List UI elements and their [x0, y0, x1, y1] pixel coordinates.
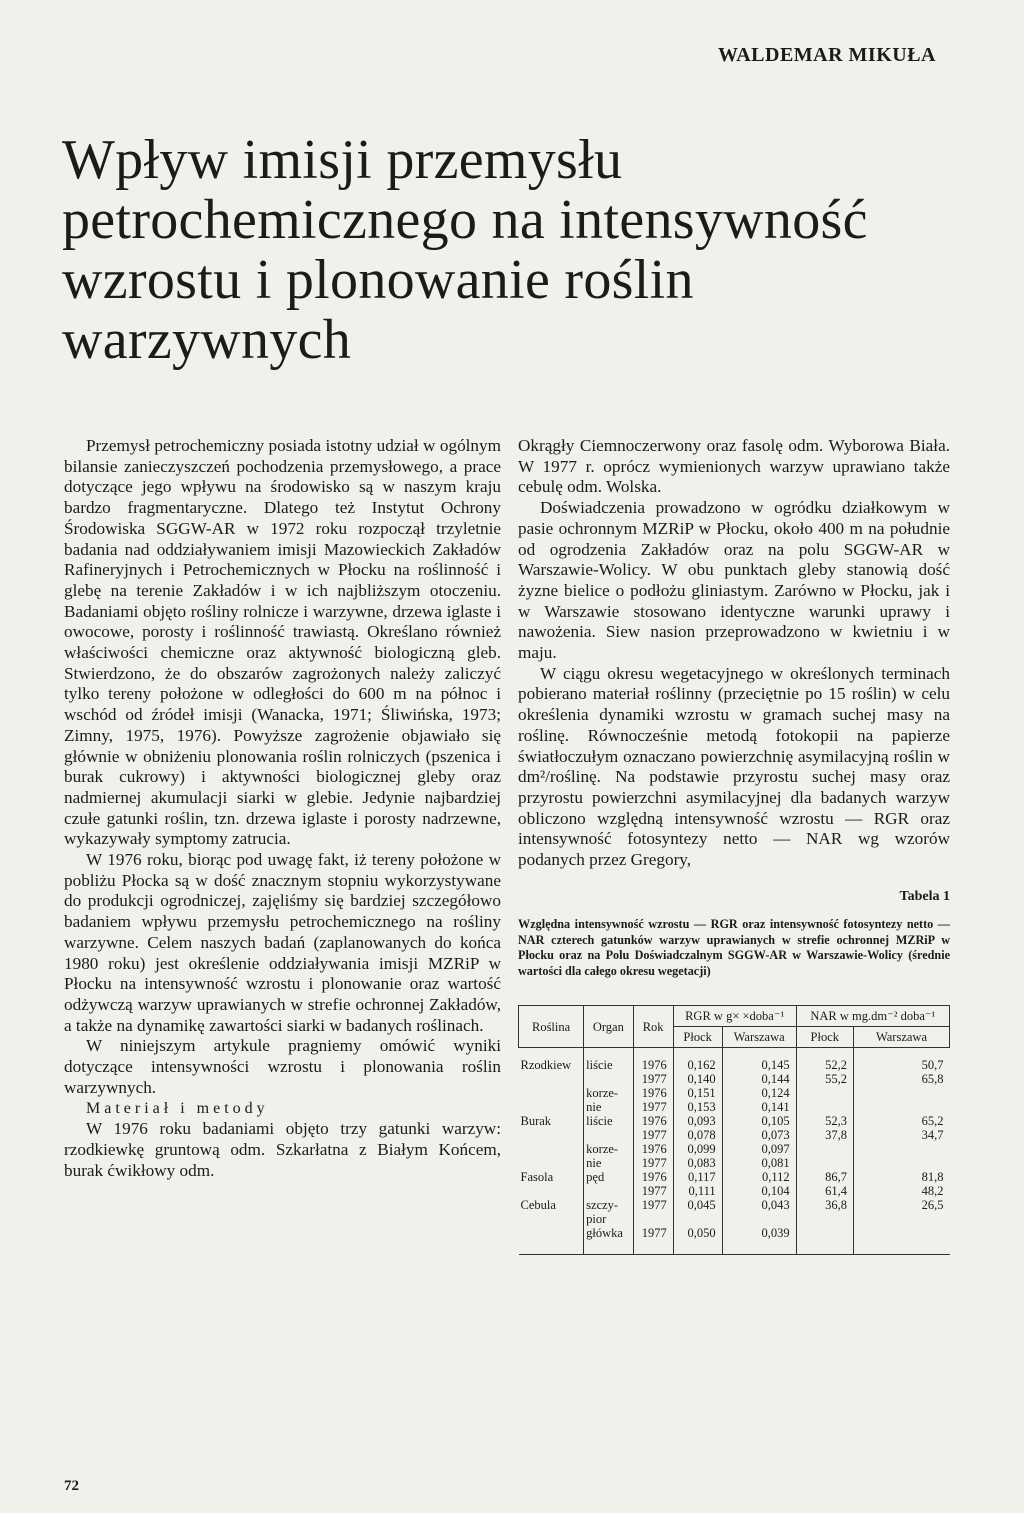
table-cell-rgr-w: 0,112	[722, 1170, 796, 1184]
table-cell-nar-p: 55,2	[796, 1072, 853, 1086]
paragraph: Okrągły Ciemnoczerwony oraz fasolę odm. Wyborowa Biała. W 1977 r. oprócz wymienionych warzyw uprawiano także cebulę odm. Wolska.	[518, 436, 950, 497]
table-row	[519, 1114, 950, 1128]
table-cell-organ	[584, 1128, 633, 1142]
table-row	[519, 1100, 950, 1114]
page-number: 72	[64, 1478, 79, 1494]
table-cell-organ: liście	[584, 1114, 633, 1128]
table-cell-rgr-w: 0,081	[722, 1156, 796, 1170]
header-nar-plock: Płock	[796, 1027, 853, 1048]
table-cell-nar-w	[853, 1212, 949, 1226]
right-column	[518, 436, 950, 1255]
header-nar-warszawa: Warszawa	[853, 1027, 949, 1048]
header-organ: Organ	[584, 1006, 633, 1048]
table-cell-nar-w: 34,7	[853, 1128, 949, 1142]
table-cell-rgr-w: 0,105	[722, 1114, 796, 1128]
header-rgr-plock: Płock	[673, 1027, 722, 1048]
table-cell-plant	[519, 1086, 584, 1100]
section-heading: Materiał i metody	[86, 1099, 269, 1117]
table-cell-year: 1976	[633, 1142, 673, 1156]
table-cell-year	[633, 1212, 673, 1226]
table-cell-year: 1977	[633, 1128, 673, 1142]
table-cell-rgr-p: 0,151	[673, 1086, 722, 1100]
table-cell-nar-p: 52,3	[796, 1114, 853, 1128]
table-cell-year: 1976	[633, 1086, 673, 1100]
table-cell-nar-p	[796, 1156, 853, 1170]
table-cell-year: 1977	[633, 1226, 673, 1240]
table-cell-organ	[584, 1072, 633, 1086]
author-name: WALDEMAR MIKUŁA	[717, 44, 936, 66]
table-cell-organ: liście	[584, 1048, 633, 1073]
paragraph: W 1976 roku badaniami objęto trzy gatunki warzyw: rzodkiewkę gruntową odm. Szkarłatna z Białym Końcem, burak ćwikłowy odm.	[64, 1119, 501, 1180]
table-cell-plant: Fasola	[520, 1170, 554, 1185]
table-cell-plant: Cebula	[520, 1198, 556, 1213]
table-row	[519, 1170, 950, 1184]
table-cell-organ: pęd	[584, 1170, 633, 1184]
left-column	[64, 436, 501, 1181]
table-cell-nar-w: 50,7	[853, 1048, 949, 1073]
table-cell-nar-p: 37,8	[796, 1128, 853, 1142]
table-caption: Względna intensywność wzrostu — RGR oraz intensywność fotosyntezy netto — NAR czterech gatunków warzyw uprawianych w strefie ochronnej MZRiP w Płocku oraz na Polu Doświadczalnym SGGW-AR w Warszawie-Wolicy (średnie wartości dla całego okresu wegetacji)	[518, 917, 950, 978]
table-cell-organ: korze-	[584, 1142, 633, 1156]
table-cell-organ	[584, 1184, 633, 1198]
paragraph: W 1976 roku, biorąc pod uwagę fakt, iż tereny położone w pobliżu Płocka są w dość znacznym stopniu wykorzystywane do produkcji ogrodniczej, zajęliśmy się bardziej szczegółowo badaniem wpływu przemysłu petrochemicznego na rośliny warzywne. Celem naszych badań (zaplanowanych do końca 1980 roku) jest określenie oddziaływania imisji MZRiP w Płocku na intensywność wzrostu i plonowanie oraz wartość odżywczą warzyw uprawianych w strefie ochronnej Zakładów, a także na dynamikę zawartości siarki w badanych roślinach.	[64, 850, 501, 1035]
table-cell-nar-p: 36,8	[796, 1198, 853, 1212]
header-nar: NAR w mg.dm⁻² doba⁻¹	[796, 1006, 949, 1027]
table-cell-rgr-p: 0,162	[673, 1048, 722, 1073]
table-row	[519, 1226, 950, 1240]
table-cell-rgr-w: 0,141	[722, 1100, 796, 1114]
data-table	[518, 1005, 950, 1255]
table-cell-plant	[519, 1100, 584, 1114]
table-row	[519, 1142, 950, 1156]
table-cell-rgr-p: 0,153	[673, 1100, 722, 1114]
table-cell-nar-w: 81,8	[853, 1170, 949, 1184]
table-row	[519, 1072, 950, 1086]
table-row	[519, 1198, 950, 1212]
table-cell-organ: główka	[584, 1226, 633, 1240]
table-cell-nar-p	[796, 1142, 853, 1156]
table-cell-rgr-w: 0,043	[722, 1198, 796, 1212]
table-cell-rgr-w: 0,104	[722, 1184, 796, 1198]
table-cell-year: 1977	[633, 1198, 673, 1212]
table-row	[519, 1128, 950, 1142]
table-cell-rgr-w: 0,039	[722, 1226, 796, 1240]
table-cell-year: 1977	[633, 1156, 673, 1170]
table-cell-organ: szczy-	[584, 1198, 633, 1212]
table-cell-year: 1976	[633, 1114, 673, 1128]
header-plant: Roślina	[519, 1006, 584, 1048]
table-cell-plant	[519, 1184, 584, 1198]
table-row	[519, 1212, 950, 1226]
table-cell-plant	[519, 1226, 584, 1240]
table-cell-nar-w	[853, 1226, 949, 1240]
table-cell-rgr-w: 0,124	[722, 1086, 796, 1100]
table-cell-rgr-p: 0,111	[673, 1184, 722, 1198]
header-rgr-warszawa: Warszawa	[722, 1027, 796, 1048]
table-cell-plant	[519, 1156, 584, 1170]
table-cell-rgr-w: 0,144	[722, 1072, 796, 1086]
table-row	[519, 1156, 950, 1170]
header-year: Rok	[633, 1006, 673, 1048]
paragraph: Doświadczenia prowadzono w ogródku działkowym w pasie ochronnym MZRiP w Płocku, około 400 m na południe od ogrodzenia Zakładów oraz na polu SGGW-AR w Warszawie-Wolicy. W obu punktach gleby stanowią dość żyzne bielice o podłożu gliniastym. Zarówno w Płocku, jak i w Warszawie stosowano identyczne warunki uprawy i nawożenia. Siew nasion przeprowadzono w kwietniu i w maju.	[518, 498, 950, 663]
table-cell-rgr-p: 0,083	[673, 1156, 722, 1170]
table-cell-rgr-p: 0,099	[673, 1142, 722, 1156]
table-cell-rgr-p	[673, 1212, 722, 1226]
table-cell-rgr-p: 0,050	[673, 1226, 722, 1240]
table-cell-year: 1976	[633, 1048, 673, 1073]
table-cell-nar-w: 65,8	[853, 1072, 949, 1086]
table-cell-nar-p	[796, 1086, 853, 1100]
table-label: Tabela 1	[899, 888, 950, 904]
table-cell-year: 1977	[633, 1072, 673, 1086]
table-cell-nar-w: 48,2	[853, 1184, 949, 1198]
table-cell-rgr-p: 0,078	[673, 1128, 722, 1142]
table-cell-nar-p: 86,7	[796, 1170, 853, 1184]
table-cell-nar-p	[796, 1100, 853, 1114]
table-cell-organ: korze-	[584, 1086, 633, 1100]
table-cell-organ: pior	[584, 1212, 633, 1226]
table-cell-nar-w	[853, 1100, 949, 1114]
table-cell-nar-p	[796, 1226, 853, 1240]
table-cell-nar-p	[796, 1212, 853, 1226]
table-cell-rgr-p: 0,117	[673, 1170, 722, 1184]
table-row	[519, 1048, 950, 1073]
table-cell-organ: nie	[584, 1100, 633, 1114]
table-cell-rgr-p: 0,045	[673, 1198, 722, 1212]
table-cell-plant: Rzodkiew	[520, 1058, 572, 1073]
table-cell-nar-w	[853, 1156, 949, 1170]
paragraph: Przemysł petrochemiczny posiada istotny udział w ogólnym bilansie zanieczyszczeń pochodzenia przemysłowego, a prace dotyczące jego wpływu na środowisko są w naszym kraju bardzo fragmentaryczne. Dlatego też Instytut Ochrony Środowiska SGGW-AR w 1972 roku rozpoczął trzyletnie badania nad oddziaływaniem imisji Mazowieckich Zakładów Rafineryjnych i Petrochemicznych w Płocku na roślinność i glebę na terenie Zakładów i w ich najbliższym otoczeniu. Badaniami objęto rośliny rolnicze i warzywne, drzewa iglaste i owocowe, porosty i roślinność trawiastą. Określano również właściwości chemiczne oraz aktywność biologiczną gleb. Stwierdzono, że do obszarów zagrożonych należy zaliczyć tylko tereny położone w odległości do 600 m na północ i wschód od źródeł imisji (Wanacka, 1971; Śliwińska, 1973; Zimny, 1975, 1976). Powyższe zagrożenie objawiało się głównie w obniżeniu plonowania roślin rolniczych (pszenica i burak cukrowy) i aktywności biologicznej gleby oraz nadmiernej akumulacji siarki w glebie. Jedynie najbardziej czułe gatunki roślin, tzn. drzewa iglaste i porosty nadrzewne, wykazywały symptomy zatrucia.	[64, 436, 501, 849]
table-cell-plant: Burak	[520, 1114, 552, 1129]
table-cell-rgr-p: 0,093	[673, 1114, 722, 1128]
table-cell-rgr-p: 0,140	[673, 1072, 722, 1086]
table-cell-plant	[519, 1142, 584, 1156]
article-title: Wpływ imisji przemysłu petrochemicznego na intensywność wzrostu i plonowanie roślin warzywnych	[62, 129, 868, 371]
paragraph: W ciągu okresu wegetacyjnego w określonych terminach pobierano materiał roślinny (przeciętnie po 15 roślin) w celu określenia dynamiki wzrostu w gramach suchej masy na roślinę. Równocześnie metodą fotokopii na papierze światłoczułym oznaczano powierzchnię asymilacyjną roślin w dm²/roślinę. Na podstawie przyrostu suchej masy oraz przyrostu powierzchni asymilacyjnej dla badanych warzyw obliczono względną intensywność wzrostu — RGR oraz intensywność fotosyntezy netto — NAR wg wzorów podanych przez Gregory,	[518, 663, 950, 870]
table-cell-plant	[519, 1072, 584, 1086]
table-cell-nar-w	[853, 1086, 949, 1100]
table-cell-plant	[519, 1212, 584, 1226]
table-cell-rgr-w: 0,097	[722, 1142, 796, 1156]
table-cell-rgr-w: 0,145	[722, 1048, 796, 1073]
table-cell-plant	[519, 1128, 584, 1142]
table-cell-rgr-w: 0,073	[722, 1128, 796, 1142]
table-cell-year: 1976	[633, 1170, 673, 1184]
table-cell-year: 1977	[633, 1100, 673, 1114]
header-rgr: RGR w g× ×doba⁻¹	[673, 1006, 796, 1027]
table-cell-nar-w	[853, 1142, 949, 1156]
table-row	[519, 1184, 950, 1198]
table-cell-rgr-w	[722, 1212, 796, 1226]
table-cell-nar-w: 65,2	[853, 1114, 949, 1128]
table-cell-organ: nie	[584, 1156, 633, 1170]
table-body	[519, 1048, 950, 1255]
table-cell-nar-p: 61,4	[796, 1184, 853, 1198]
table-bottom-rule	[519, 1240, 950, 1255]
paragraph: W niniejszym artykule pragniemy omówić wyniki dotyczące intensywności wzrostu i plonowania roślin warzywnych.	[64, 1036, 501, 1097]
table-row	[519, 1086, 950, 1100]
table-cell-nar-p: 52,2	[796, 1048, 853, 1073]
table-cell-nar-w: 26,5	[853, 1198, 949, 1212]
table-cell-year: 1977	[633, 1184, 673, 1198]
